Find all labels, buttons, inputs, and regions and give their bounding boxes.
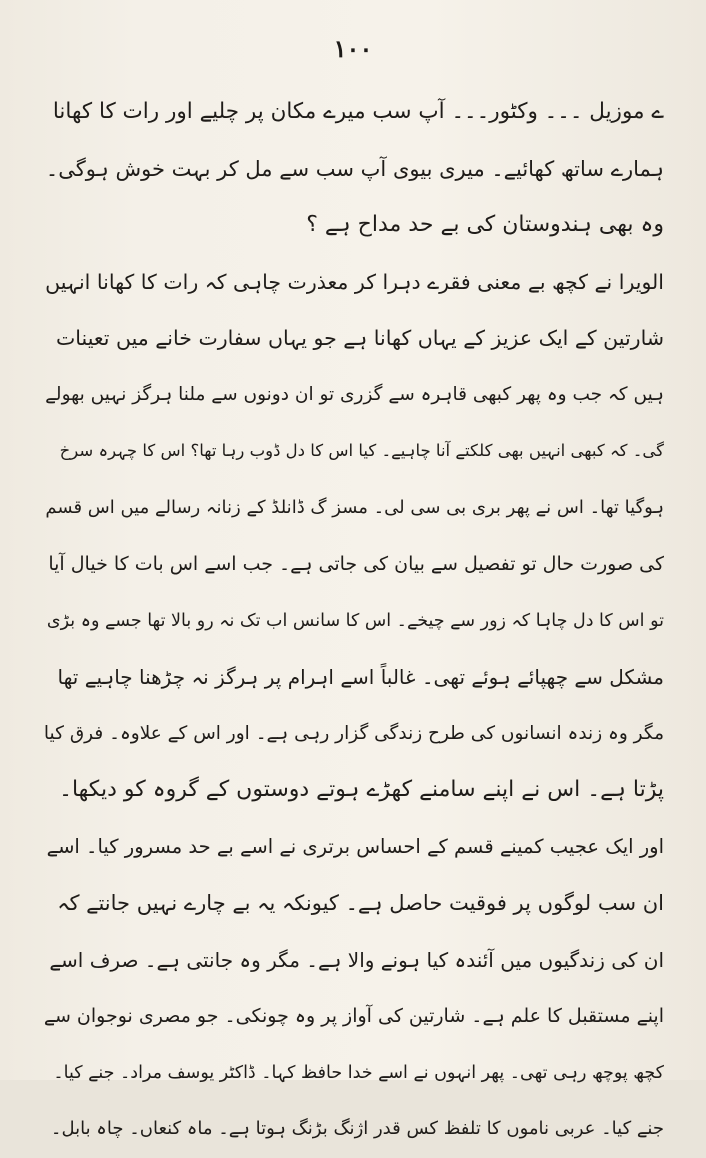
- text-line: اپنے مستقبل کا علم ہے۔ شارتین کی آواز پر وہ چونکی۔ جو مصری نوجوان سے: [44, 1005, 664, 1027]
- text-line: اور ایک عجیب کمینے قسم کے احساس برتری نے اسے بے حد مسرور کیا۔ اسے: [46, 834, 664, 858]
- page-number: ۱۰۰: [333, 34, 373, 63]
- text-line: وہ بھی ہندوستان کی بے حد مداح ہے ؟: [306, 212, 664, 237]
- text-line: ان کی زندگیوں میں آئندہ کیا ہونے والا ہے۔ مگر وہ جانتی ہے۔ صرف اسے: [49, 947, 664, 972]
- text-line: ے موزیل ۔۔۔ وکٹور۔۔۔ آپ سب میرے مکان پر چلیے اور رات کا کھانا: [52, 99, 664, 124]
- text-line: ہمارے ساتھ کھائیے۔ میری بیوی آپ سب سے مل کر بہت خوش ہوگی۔: [45, 156, 664, 181]
- text-line: مگر وہ زندہ انسانوں کی طرح زندگی گزار رہی ہے۔ اور اس کے علاوہ۔ فرق کیا: [44, 722, 664, 744]
- text-line: گی۔ کہ کبھی انہیں بھی کلکتے آنا چاہیے۔ کیا اس کا دل ڈوب رہا تھا؟ اس کا چہرہ سرخ: [59, 441, 664, 460]
- page-body-text: [44, 84, 664, 1158]
- text-line: تو اس کا دل چاہا کہ زور سے چیخے۔ اس کا سانس اب تک نہ رو بالا تھا جسے وہ بڑی: [46, 610, 664, 631]
- text-line: پڑتا ہے۔ اس نے اپنے سامنے کھڑے ہوتے دوستوں کے گروہ کو دیکھا۔: [59, 777, 664, 802]
- text-line: جنے کیا۔ عربی ناموں کا تلفظ کس قدر اژنگ بڑنگ ہوتا ہے۔ ماہ کنعاں۔ چاہ بابل۔: [50, 1118, 664, 1139]
- text-line: ہوگیا تھا۔ اس نے پھر بری بی سی لی۔ مسز گ ڈانلڈ کے زنانہ رسالے میں اس قسم: [45, 496, 664, 518]
- text-line: کچھ پوچھ رہی تھی۔ پھر انہوں نے اسے خدا حافظ کہا۔ ڈاکٹر یوسف مراد۔ جنے کیا۔: [53, 1062, 664, 1083]
- text-line: شارتین کے ایک عزیز کے یہاں کھانا ہے جو یہاں سفارت خانے میں تعینات: [55, 326, 664, 350]
- text-line: ان سب لوگوں پر فوقیت حاصل ہے۔ کیونکہ یہ بے چارے نہیں جانتے کہ: [57, 891, 664, 915]
- text-line: الویرا نے کچھ بے معنی فقرے دہرا کر معذرت چاہی کہ رات کا کھانا انہیں: [45, 269, 664, 294]
- text-line: مشکل سے چھپائے ہوئے تھی۔ غالباً اسے اہرام پر ہرگز نہ چڑھنا چاہیے تھا: [57, 665, 664, 689]
- text-line: کی صورت حال تو تفصیل سے بیان کی جاتی ہے۔ جب اسے اس بات کا خیال آیا: [48, 553, 664, 575]
- text-line: ہیں کہ جب وہ پھر کبھی قاہرہ سے گزری تو ان دونوں سے ملنا ہرگز نہیں بھولے: [45, 383, 664, 405]
